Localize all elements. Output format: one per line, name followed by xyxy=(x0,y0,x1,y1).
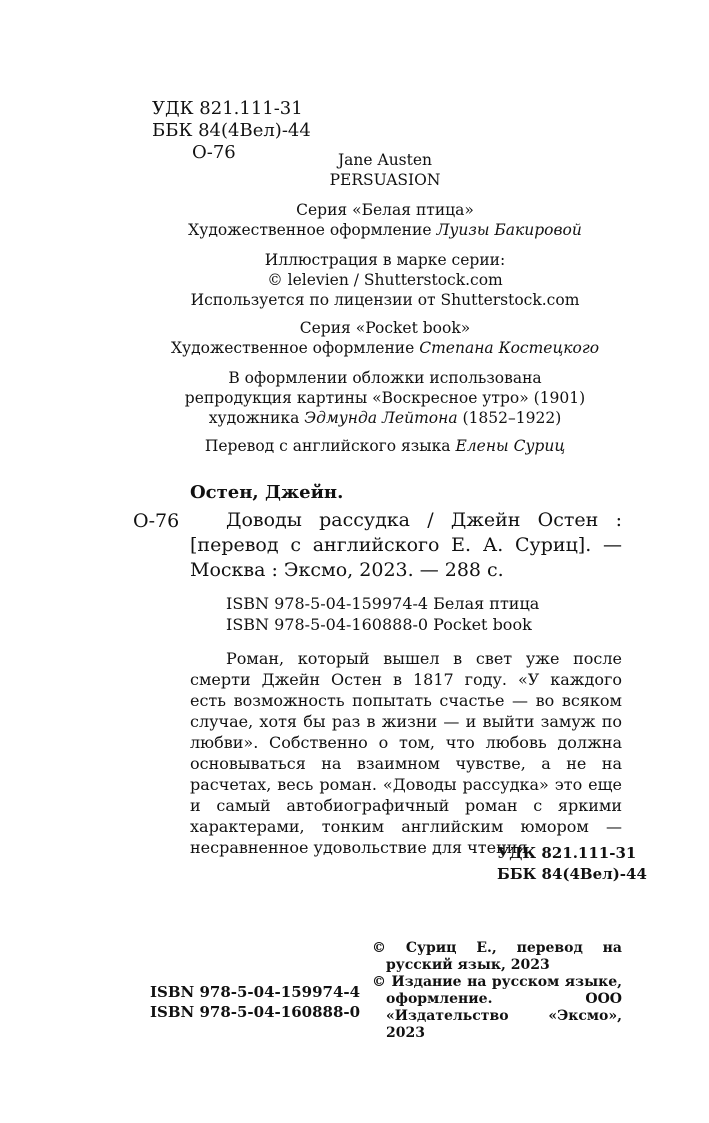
cover-credit-block xyxy=(150,368,620,428)
original-title-block xyxy=(150,150,620,190)
illustration-credit-block xyxy=(150,250,620,310)
series-pocket-block xyxy=(150,318,620,358)
isbn-white-bird: ISBN 978-5-04-159974-4 Белая птица xyxy=(226,594,540,613)
translation-prefix: Перевод с английского языка xyxy=(204,437,451,455)
isbn-pocket: ISBN 978-5-04-160888-0 Pocket book xyxy=(226,615,532,634)
design-prefix: Художественное оформление xyxy=(188,221,432,239)
artist-years: (1852–1922) xyxy=(462,409,562,427)
udk-code: УДК 821.111-31 xyxy=(497,844,637,862)
series-white-bird-block xyxy=(150,200,620,240)
series-white-bird: Серия «Белая птица» xyxy=(296,201,474,219)
cover-line-1: В оформлении обложки использована xyxy=(228,369,542,387)
illustration-line-2: © lelevien / Shutterstock.com xyxy=(267,271,503,289)
bibliography-author: Остен, Джейн. xyxy=(190,482,344,503)
illustration-line-1: Иллюстрация в марке серии: xyxy=(264,251,506,269)
translator-name: Елены Суриц xyxy=(455,437,566,455)
artist-name: Эдмунда Лейтона xyxy=(304,409,458,427)
pocket-designer-line xyxy=(150,338,620,358)
series-pocket: Серия «Pocket book» xyxy=(299,319,471,337)
bibliography-mark: О-76 xyxy=(133,510,180,532)
bottom-classification-codes xyxy=(497,843,647,885)
white-bird-designer-line xyxy=(150,220,620,240)
translation-credit xyxy=(150,436,620,456)
illustration-line-3: Используется по лицензии от Shutterstock.com xyxy=(190,291,580,309)
cover-line-3 xyxy=(150,408,620,428)
copyright-translation: © Суриц Е., перевод на русский язык, 2023 xyxy=(372,940,622,973)
isbn-list xyxy=(226,593,539,635)
original-title: PERSUASION xyxy=(329,171,441,189)
bottom-isbn-block xyxy=(150,982,360,1022)
copyright-block xyxy=(372,940,622,1042)
isbn-1: ISBN 978-5-04-159974-4 xyxy=(150,983,361,1001)
copyright-edition: © Издание на русском языке, оформление. ООО «Издательство «Эксмо», 2023 xyxy=(372,974,622,1041)
design-prefix: Художественное оформление xyxy=(170,339,415,357)
cover-line-2: репродукция картины «Воскресное утро» (1901) xyxy=(184,389,586,407)
author-mark: О-76 xyxy=(192,142,236,163)
designer-name: Луизы Бакировой xyxy=(436,221,582,239)
artist-prefix: художника xyxy=(208,409,300,427)
original-author: Jane Austen xyxy=(337,151,433,169)
isbn-2: ISBN 978-5-04-160888-0 xyxy=(150,1003,361,1021)
bbk-code: ББК 84(4Вел)-44 xyxy=(497,865,647,883)
abstract-paragraph: Роман, который вышел в свет уже после смерти Джейн Остен в 1817 году. «У каждого есть возможность попытать счастье — во всяком случае, хотя бы раз в жизни — и выйти замуж по любви». Собственно о том, что любовь должна основываться на взаимном чувстве, а не на расчетах, весь роман. «Доводы рассудка» это еще и самый автобиографичный роман с яркими характерами, тонким английским юмором — несравненное удовольствие для чтения. xyxy=(190,649,622,857)
designer-name: Степана Костецкого xyxy=(419,339,600,357)
bibliography-entry: Доводы рассудка / Джейн Остен : [перевод с английского Е. А. Суриц]. — Москва : Эксмо, 2023. — 288 с. xyxy=(190,509,622,581)
udk-code: УДК 821.111-31 xyxy=(152,98,303,119)
bbk-code: ББК 84(4Вел)-44 xyxy=(152,120,311,141)
